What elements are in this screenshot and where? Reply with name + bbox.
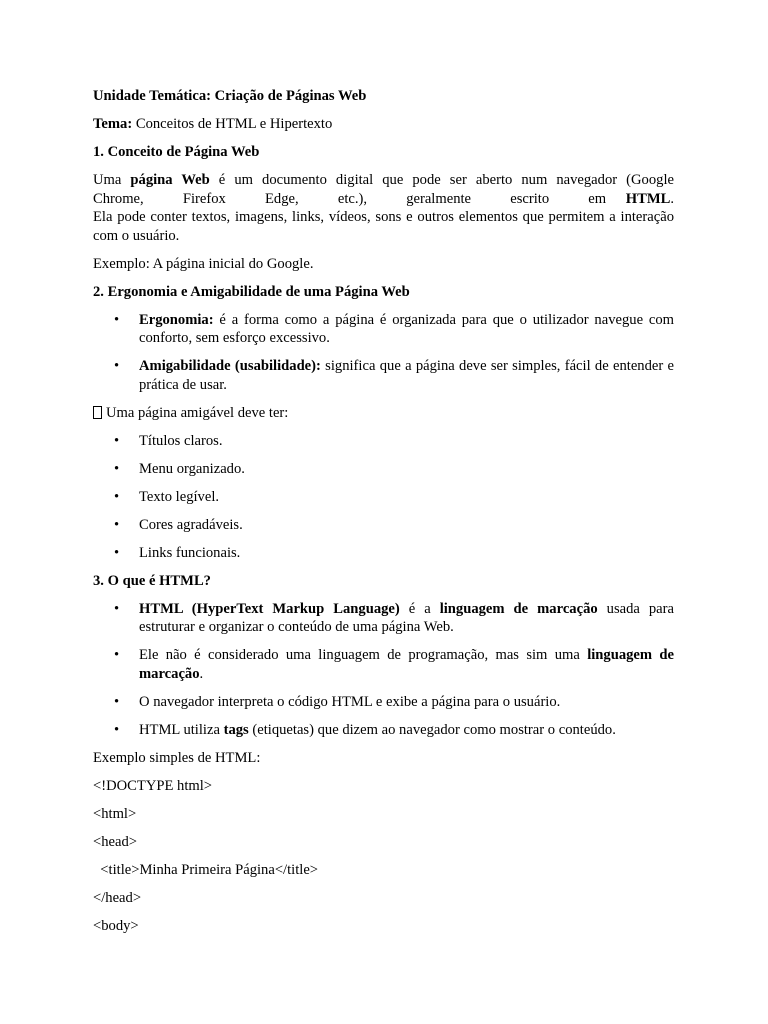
list-item: • Links funcionais. [93, 544, 674, 563]
list-item: • Amigabilidade (usabilidade): significa que a página deve ser simples, fácil de entender e prática de usar. [93, 357, 674, 394]
list-item: • HTML utiliza tags (etiquetas) que dizem ao navegador como mostrar o conteúdo. [93, 721, 674, 740]
document-content [93, 87, 674, 945]
code-line: <body> [93, 917, 139, 934]
checkbox-glyph-icon [93, 406, 102, 419]
list-item: • Menu organizado. [93, 460, 674, 479]
section-1-example: Exemplo: A página inicial do Google. [93, 255, 314, 272]
tema-line [93, 115, 674, 134]
section-3-list [93, 600, 674, 740]
list-item: • Ergonomia: é a forma como a página é organizada para que o utilizador navegue com conforto, sem esforço excessivo. [93, 311, 674, 348]
section-3-heading: 3. O que é HTML? [93, 572, 211, 589]
code-line: <head> [93, 833, 138, 850]
code-line: <title>Minha Primeira Página</title> [93, 861, 319, 878]
code-line: <html> [93, 805, 137, 822]
list-item: • Títulos claros. [93, 432, 674, 451]
features-list [93, 432, 674, 563]
code-line: <!DOCTYPE html> [93, 777, 213, 794]
list-item: • Texto legível. [93, 488, 674, 507]
tema-label: Tema: [93, 116, 133, 132]
code-example-intro: Exemplo simples de HTML: [93, 749, 261, 766]
list-item: • Cores agradáveis. [93, 516, 674, 535]
section-2-definitions [93, 311, 674, 395]
section-1-heading: 1. Conceito de Página Web [93, 144, 260, 160]
section-2-heading: 2. Ergonomia e Amigabilidade de uma Página Web [93, 283, 410, 300]
list-item: • O navegador interpreta o código HTML e exibe a página para o usuário. [93, 693, 674, 712]
features-intro: Uma página amigável deve ter: [93, 404, 674, 423]
tema-value: Conceitos de HTML e Hipertexto [132, 116, 333, 132]
list-item: • HTML (HyperText Markup Language) é a linguagem de marcação usada para estruturar e organizar o conteúdo de uma página Web. [93, 600, 674, 637]
code-line: </head> [93, 889, 142, 906]
section-1-paragraph: Uma página Web é um documento digital que pode ser aberto num navegador (Google Chrome, Firefox Edge, etc.), geralmente escrito em HTML. Ela pode conter textos, imagens, links, vídeos, sons e outros elementos que permitem a interação com o usuário. [93, 172, 674, 244]
unit-title: Unidade Temática: Criação de Páginas Web [93, 88, 367, 104]
list-item: • Ele não é considerado uma linguagem de programação, mas sim uma linguagem de marcação. [93, 646, 674, 683]
